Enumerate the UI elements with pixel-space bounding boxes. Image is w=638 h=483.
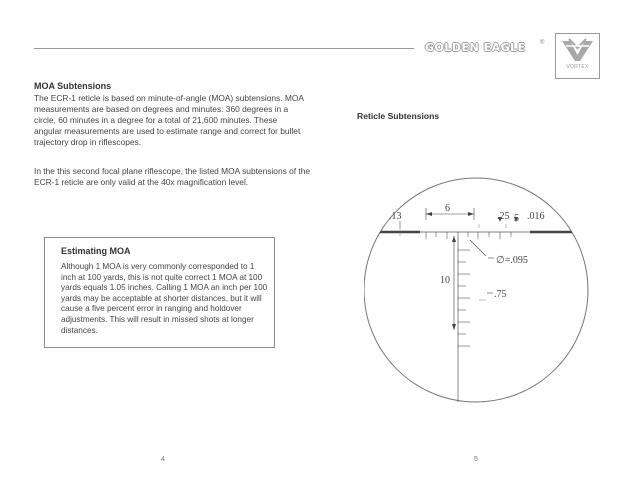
dimension-arrows <box>400 208 494 330</box>
label-013: .13 <box>389 211 402 222</box>
label-095: ∅=.095 <box>496 255 528 266</box>
estimating-moa-callout <box>44 237 275 348</box>
label-016: .016 <box>527 211 545 222</box>
vortex-v-icon <box>556 34 599 64</box>
vortex-logo <box>555 33 600 79</box>
second-focal-plane-paragraph: In the this second focal plane riflescope, the listed MOA subtensions of the ECR-1 reticle are only valid at the 40x magnification level. <box>34 166 311 187</box>
label-10: 10 <box>440 275 450 286</box>
reticle-diagram <box>364 130 594 450</box>
label-6: 6 <box>445 203 450 214</box>
label-075: .75 <box>494 289 507 300</box>
label-5: 5 <box>514 213 519 224</box>
dotted-markers <box>400 224 506 300</box>
label-025: .25 <box>497 211 510 222</box>
callout-title: Estimating MOA <box>61 246 131 256</box>
horizontal-hash-marks <box>426 232 511 239</box>
callout-text: Although 1 MOA is very commonly corresponded to 1 inch at 100 yards, this is not quite correct 1 MOA at 100 yards equals 1.05 inches. Calling 1 MOA an inch per 100 yards may be acceptable at shorter distances, but it will cause a five percent error in ranging and holdover adjustments. This will result in missed shots at longer distances. <box>61 262 268 335</box>
moa-subtensions-heading: MOA Subtensions <box>34 81 112 91</box>
vertical-hash-marks <box>458 250 470 346</box>
header-rule <box>34 48 414 49</box>
brand-wordmark: GOLDEN EAGLE <box>425 41 526 54</box>
registered-mark: ® <box>540 40 545 46</box>
moa-intro-paragraph: The ECR-1 reticle is based on minute-of-angle (MOA) subtensions. MOA measurements are based on degrees and minutes: 360 degrees in a circle, 60 minutes in a degree for a total of 21,600 minutes. These angular measurements are used to estimate range and correct for bullet trajectory drop in riflescopes. <box>34 93 304 147</box>
page-number-left: 4 <box>161 456 165 463</box>
logo-wordmark: VORTEX <box>566 64 589 70</box>
arrow-heads <box>426 212 518 330</box>
page-number-right: 5 <box>474 456 478 463</box>
reticle-subtensions-heading: Reticle Subtensions <box>357 111 440 121</box>
